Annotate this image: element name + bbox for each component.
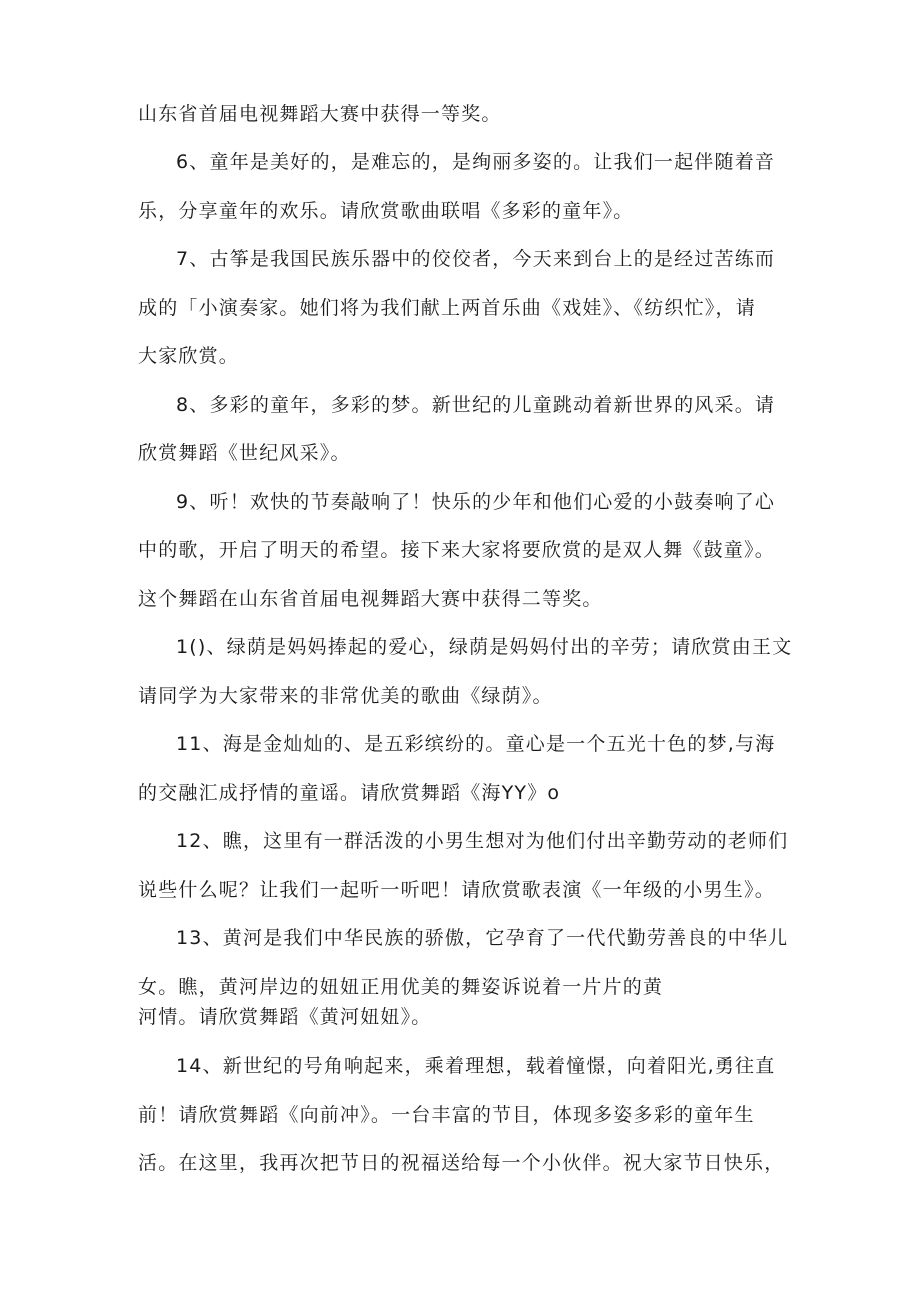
text-line: 11、海是金灿灿的、是五彩缤纷的。童心是一个五光十色的梦,与海 [176, 733, 776, 755]
text-line: 大家欣赏。 [138, 345, 240, 367]
text-line: 欣赏舞蹈《世纪风采》。 [138, 442, 351, 464]
text-line: 活。在这里，我再次把节日的祝福送给每一个小伙伴。祝大家节日快乐， [138, 1152, 785, 1174]
text-line: 女。瞧，黄河岸边的妞妞正用优美的舞姿诉说着一片片的黄 [138, 976, 664, 998]
text-line: 6、童年是美好的，是难忘的，是绚丽多姿的。让我们一起伴随着音 [176, 151, 776, 173]
text-line: 12、瞧，这里有一群活泼的小男生想对为他们付出辛勤劳动的老师们 [176, 830, 789, 852]
text-line: 河情。请欣赏舞蹈《黄河妞妞》。 [138, 1006, 432, 1028]
text-line: 山东省首届电视舞蹈大赛中获得一等奖。 [138, 103, 502, 125]
text-line: 7、古筝是我国民族乐器中的佼佼者，今天来到台上的是经过苦练而 [176, 248, 776, 270]
text-line: 这个舞蹈在山东省首届电视舞蹈大赛中获得二等奖。 [138, 588, 603, 610]
text-line: 的交融汇成抒情的童谣。请欣赏舞蹈《海YY》o [138, 782, 561, 804]
text-line: 8、多彩的童年，多彩的梦。新世纪的儿童跳动着新世界的风采。请 [176, 394, 776, 416]
text-line: 中的歌，开启了明天的希望。接下来大家将要欣赏的是双人舞《鼓童》。 [138, 539, 775, 561]
text-line: 乐，分享童年的欢乐。请欣赏歌曲联唱《多彩的童年》。 [138, 200, 634, 222]
text-line: 请同学为大家带来的非常优美的歌曲《绿荫》。 [138, 685, 553, 707]
text-line: 9、听！欢快的节奏敲响了！快乐的少年和他们心爱的小鼓奏响了心 [176, 491, 776, 513]
text-line: 说些什么呢？让我们一起听一听吧！请欣赏歌表演《一年级的小男生》。 [138, 879, 775, 901]
text-line: 13、黄河是我们中华民族的骄傲，它孕育了一代代勤劳善良的中华儿 [176, 927, 789, 949]
text-line: 1()、绿荫是妈妈捧起的爱心，绿荫是妈妈付出的辛劳；请欣赏由王文 [176, 636, 793, 658]
text-line: 成的「小演奏家。她们将为我们献上两首乐曲《戏娃》、《纺织忙》，请 [138, 297, 756, 319]
text-line: 14、新世纪的号角响起来，乘着理想，载着憧憬，向着阳光,勇往直 [176, 1055, 776, 1077]
text-line: 前！请欣赏舞蹈《向前冲》。一台丰富的节目，体现多姿多彩的童年生 [138, 1104, 755, 1126]
